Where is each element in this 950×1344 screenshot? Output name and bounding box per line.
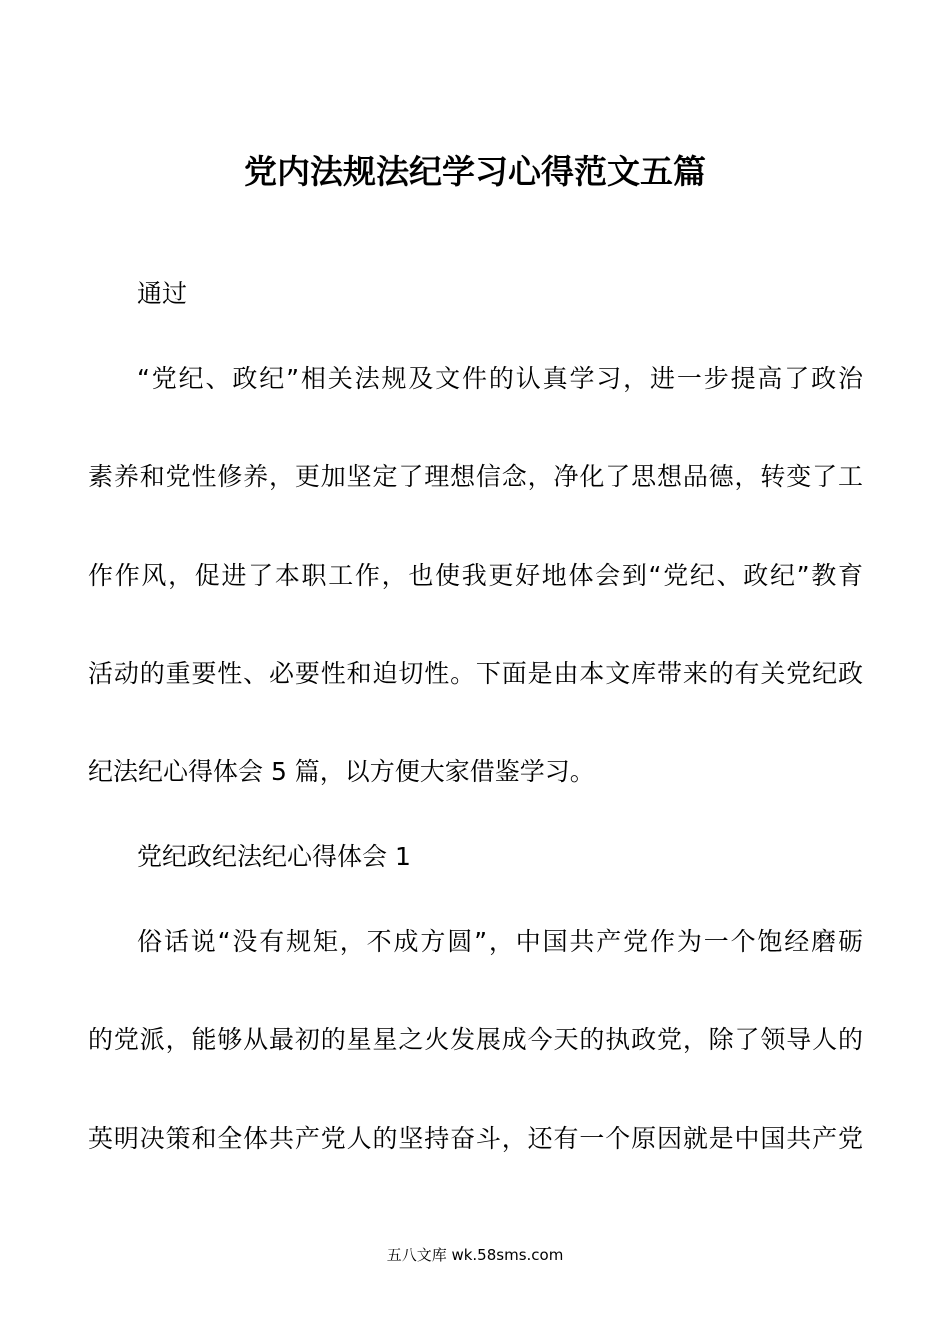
paragraph-line: 纪法纪心得体会 5 篇，以方便大家借鉴学习。 — [88, 757, 595, 786]
paragraph-line: 活动的重要性、必要性和迫切性。下面是由本文库带来的有关党纪政 — [88, 659, 863, 688]
document-title: 党内法规法纪学习心得范文五篇 — [244, 152, 706, 191]
section-heading: 党纪政纪法纪心得体会 1 — [137, 842, 411, 871]
paragraph-line: 的党派，能够从最初的星星之火发展成今天的执政党，除了领导人的 — [88, 1025, 863, 1054]
footer-watermark: 五八文库 wk.58sms.com — [386, 1246, 564, 1264]
paragraph-line: 俗话说“没有规矩，不成方圆”，中国共产党作为一个饱经磨砺 — [137, 927, 863, 956]
paragraph-line: 英明决策和全体共产党人的坚持奋斗，还有一个原因就是中国共产党 — [88, 1124, 863, 1153]
paragraph-line: 素养和党性修养，更加坚定了理想信念，净化了思想品德，转变了工 — [88, 462, 863, 491]
paragraph-line: 作作风，促进了本职工作，也使我更好地体会到“党纪、政纪”教育 — [88, 561, 863, 590]
paragraph-line: “党纪、政纪”相关法规及文件的认真学习，进一步提高了政治 — [137, 364, 863, 393]
paragraph-line: 通过 — [137, 279, 188, 308]
